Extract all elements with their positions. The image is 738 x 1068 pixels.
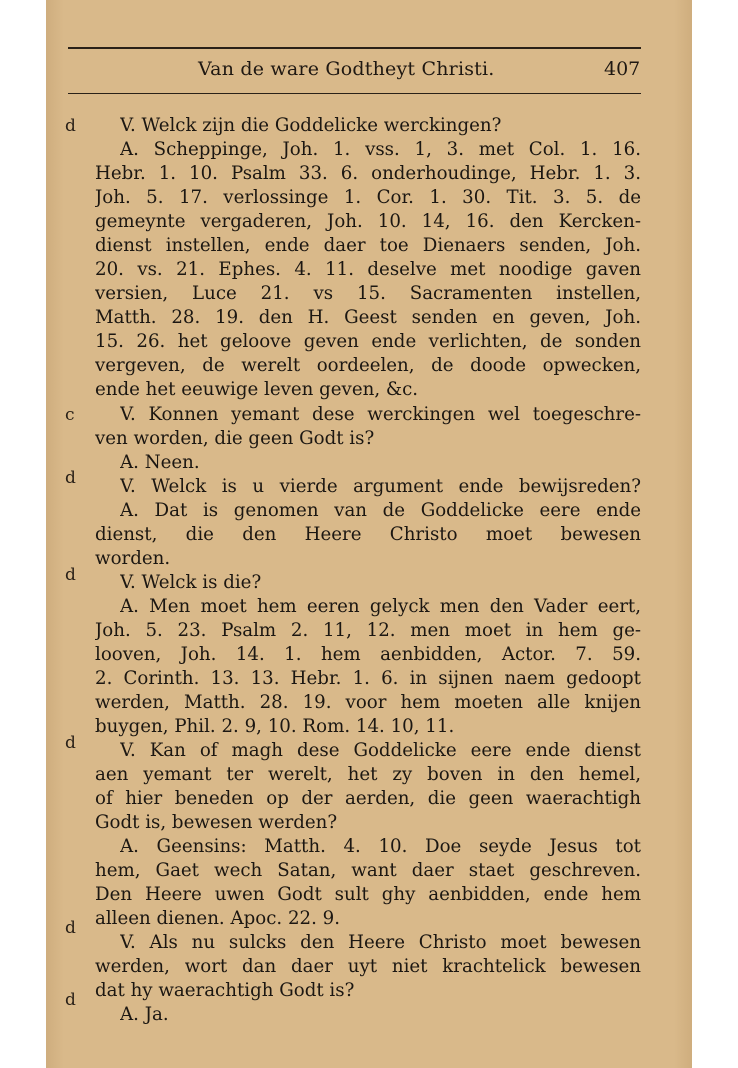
text-line: V. Welck is die? <box>120 572 262 593</box>
text-line: werden, Matth. 28. 19. voor hem moeten alle knijen <box>95 692 641 713</box>
margin-mark: d <box>65 733 76 753</box>
text-line: A. Dat is genomen van de Goddelicke eere ende <box>120 500 641 521</box>
text-line: A. Geensins: Matth. 4. 10. Doe seyde Jesus tot <box>120 836 641 857</box>
margin-mark: d <box>65 468 76 488</box>
text-line: V. Welck is u vierde argument ende bewijsreden? <box>120 476 641 497</box>
text-line: A. Scheppinge, Joh. 1. vss. 1, 3. met Col. 1. 16. <box>120 139 641 160</box>
text-line: Matth. 28. 19. den H. Geest senden en geven, Joh. <box>95 307 641 328</box>
text-line: Hebr. 1. 10. Psalm 33. 6. onderhoudinge, Hebr. 1. 3. <box>95 163 641 184</box>
text-line: aen yemant ter werelt, het zy boven in den hemel, <box>95 764 641 785</box>
text-line: V. Kan of magh dese Goddelicke eere ende dienst <box>120 740 641 761</box>
text-line: A. Neen. <box>120 452 200 473</box>
text-line: Godt is, bewesen werden? <box>95 812 338 833</box>
text-line: A. Men moet hem eeren gelyck men den Vader eert, <box>120 596 641 617</box>
text-line: 2. Corinth. 13. 13. Hebr. 1. 6. in sijnen naem gedoopt <box>95 668 641 689</box>
text-line: dienst instellen, ende daer toe Dienaers senden, Joh. <box>95 235 641 256</box>
header-rule-bottom <box>68 93 641 94</box>
page-number: 407 <box>604 58 641 80</box>
text-line: dienst, die den Heere Christo moet bewesen <box>95 524 641 545</box>
margin-mark: d <box>65 565 76 585</box>
text-line: of hier beneden op der aerden, die geen waerachtigh <box>95 788 641 809</box>
text-line: A. Ja. <box>120 1004 169 1025</box>
text-line: alleen dienen. Apoc. 22. 9. <box>95 908 341 929</box>
text-line: gemeynte vergaderen, Joh. 10. 14, 16. den Kercken- <box>95 211 641 232</box>
header-rule-top <box>68 47 641 49</box>
text-line: looven, Joh. 14. 1. hem aenbidden, Actor. 7. 59. <box>95 644 641 665</box>
text-line: 20. vs. 21. Ephes. 4. 11. deselve met noodige gaven <box>95 259 641 280</box>
text-line: versien, Luce 21. vs 15. Sacramenten instellen, <box>95 283 641 304</box>
text-line: hem, Gaet wech Satan, want daer staet geschreven. <box>95 860 641 881</box>
text-line: Den Heere uwen Godt sult ghy aenbidden, ende hem <box>95 884 641 905</box>
text-line: V. Welck zijn die Goddelicke werckingen? <box>120 115 502 136</box>
text-line: buygen, Phil. 2. 9, 10. Rom. 14. 10, 11. <box>95 716 455 737</box>
text-line: V. Konnen yemant dese werckingen wel toegeschre- <box>120 404 641 425</box>
margin-mark: d <box>65 918 76 938</box>
text-line: dat hy waerachtigh Godt is? <box>95 980 355 1001</box>
running-header-title: Van de ware Godtheyt Christi. <box>198 58 495 80</box>
margin-mark: d <box>65 990 76 1010</box>
text-line: Joh. 5. 23. Psalm 2. 11, 12. men moet in hem ge- <box>95 620 641 641</box>
text-line: ven worden, die geen Godt is? <box>95 428 375 449</box>
margin-mark: c <box>65 405 75 425</box>
text-line: worden. <box>95 548 171 569</box>
text-line: werden, wort dan daer uyt niet krachtelick bewesen <box>95 956 641 977</box>
text-line: ende het eeuwige leven geven, &c. <box>95 379 419 400</box>
margin-mark: d <box>65 116 76 136</box>
text-line: vergeven, de werelt oordeelen, de doode opwecken, <box>95 355 641 376</box>
text-line: Joh. 5. 17. verlossinge 1. Cor. 1. 30. Tit. 3. 5. de <box>95 187 641 208</box>
text-line: 15. 26. het geloove geven ende verlichten, de sonden <box>95 331 641 352</box>
text-line: V. Als nu sulcks den Heere Christo moet bewesen <box>120 932 641 953</box>
